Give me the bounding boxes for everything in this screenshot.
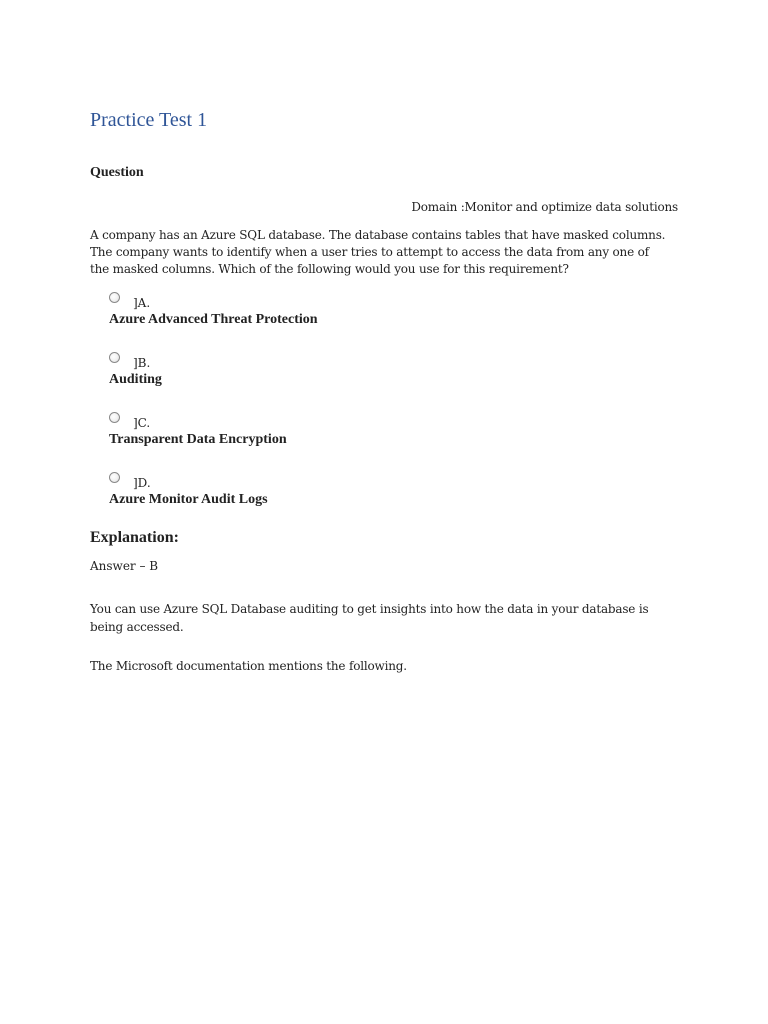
page-title: Practice Test 1 bbox=[90, 109, 208, 131]
answer-text: Answer – B bbox=[90, 559, 159, 573]
radio-button-b[interactable] bbox=[109, 352, 120, 363]
question-text: A company has an Azure SQL database. The database contains tables that have masked columns. The company wants to identify when a user tries to attempt to access the data from any one of the masked columns. Which of the following would you use for this requirement? bbox=[90, 228, 666, 276]
domain-label: Domain :Monitor and optimize data solutions bbox=[411, 200, 678, 214]
option-c[interactable] bbox=[109, 412, 529, 452]
radio-button-d[interactable] bbox=[109, 472, 120, 483]
question-heading: Question bbox=[90, 165, 144, 180]
option-text-d: Azure Monitor Audit Logs bbox=[109, 492, 268, 507]
option-b[interactable] bbox=[109, 352, 529, 392]
option-text-b: Auditing bbox=[109, 372, 162, 387]
documentation-note: The Microsoft documentation mentions the following. bbox=[90, 659, 407, 673]
radio-button-c[interactable] bbox=[109, 412, 120, 423]
option-letter-a: ]A. bbox=[133, 296, 151, 310]
radio-button-a[interactable] bbox=[109, 292, 120, 303]
option-text-a: Azure Advanced Threat Protection bbox=[109, 312, 318, 327]
option-letter-b: ]B. bbox=[133, 356, 151, 370]
explanation-text: You can use Azure SQL Database auditing to get insights into how the data in your database is being accessed. bbox=[90, 602, 649, 634]
option-d[interactable] bbox=[109, 472, 529, 512]
option-text-c: Transparent Data Encryption bbox=[109, 432, 287, 447]
option-letter-c: ]C. bbox=[133, 416, 151, 430]
explanation-heading: Explanation: bbox=[90, 529, 179, 546]
option-letter-d: ]D. bbox=[133, 476, 151, 490]
option-a[interactable] bbox=[109, 292, 529, 332]
